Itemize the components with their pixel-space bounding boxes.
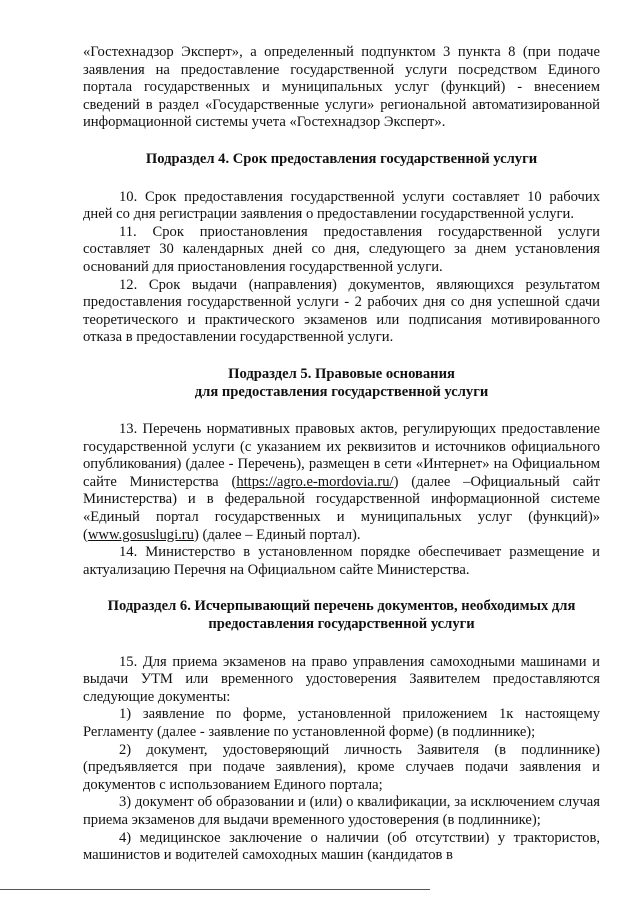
section-6-heading-line-2: предоставления государственной услуги <box>208 616 475 633</box>
paragraph-10: 10. Срок предоставления государственной услуги составляет 10 рабочих дней со дня регистрации заявления о предоставлении государственной услуги. <box>83 188 600 223</box>
list-item-1: 1) заявление по форме, установленной приложением 1к настоящему Регламенту (далее - заявление по установленной форме) (в подлиннике); <box>83 706 600 740</box>
paragraph-13-text-b: ) (далее –Официальный сайт Министерства) и в федеральной государственной информационной системе «Единый портал государственных и муниципальных услуг (функций)» ( <box>83 473 600 543</box>
ministry-site-link[interactable]: https://agro.e-mordovia.ru/ <box>236 473 394 490</box>
paragraph-13-text-a: 13. Перечень нормативных правовых актов, регулирующих предоставление государственной услуги (с указанием их реквизитов и источников официального опубликования) (далее - Перечень), размещен в сети «Интернет» на Официальном сайте Министерства ( <box>83 421 600 490</box>
paragraph-15: 15. Для приема экзаменов на право управления самоходными машинами и выдачи УТМ или временного удостоверения Заявителем предоставляются следующие документы: <box>83 653 600 705</box>
list-item-3: 3) документ об образовании и (или) о квалификации, за исключением случая приема экзаменов для выдачи временного удостоверения (в подлиннике); <box>83 794 600 828</box>
paragraph-14: 14. Министерство в установленном порядке обеспечивает размещение и актуализацию Перечня на Официальном сайте Министерства. <box>83 544 600 578</box>
list-item-4: 4) медицинское заключение о наличии (об отсутствии) у трактористов, машинистов и водителей самоходных машин (кандидатов в <box>83 829 600 864</box>
gosuslugi-link[interactable]: www.gosuslugi.ru <box>87 526 194 543</box>
section-5-heading-line-1: Подраздел 5. Правовые основания <box>228 365 455 382</box>
section-6-heading-line-1: Подраздел 6. Исчерпывающий перечень документов, необходимых для <box>107 598 576 615</box>
section-5-heading-line-2: для предоставления государственной услуги <box>194 383 489 400</box>
paragraph-12: 12. Срок выдачи (направления) документов, являющихся результатом предоставления государственной услуги - 2 рабочих дня со дня успешной сдачи теоретического и практического экзаменов или подписания мотивированного отказа в предоставлении государственной услуги. <box>83 276 600 346</box>
intro-paragraph: «Гостехнадзор Эксперт», а определенный подпунктом 3 пункта 8 (при подаче заявления на предоставление государственной услуги посредством Единого портала государственных и муниципальных услуг (функций) - внесением сведений в раздел «Государственные услуги» региональной автоматизированной информационной системы учета «Гостехнадзор Эксперт». <box>83 44 600 131</box>
paragraph-13-text-c: ) (далее – Единый портал). <box>193 526 361 543</box>
footnote-divider <box>0 889 430 890</box>
list-item-2: 2) документ, удостоверяющий личность Заявителя (в подлиннике) (предъявляется при подаче заявления), кроме случаев подачи заявления и документов с использованием Единого портала; <box>83 741 600 793</box>
document-page <box>83 44 600 865</box>
section-4-heading: Подраздел 4. Срок предоставления государственной услуги <box>145 150 538 167</box>
paragraph-13 <box>83 421 600 544</box>
paragraph-11: 11. Срок приостановления предоставления государственной услуги составляет 30 календарных дней со дня, следующего за днем установления оснований для приостановления государственной услуги. <box>83 223 600 275</box>
